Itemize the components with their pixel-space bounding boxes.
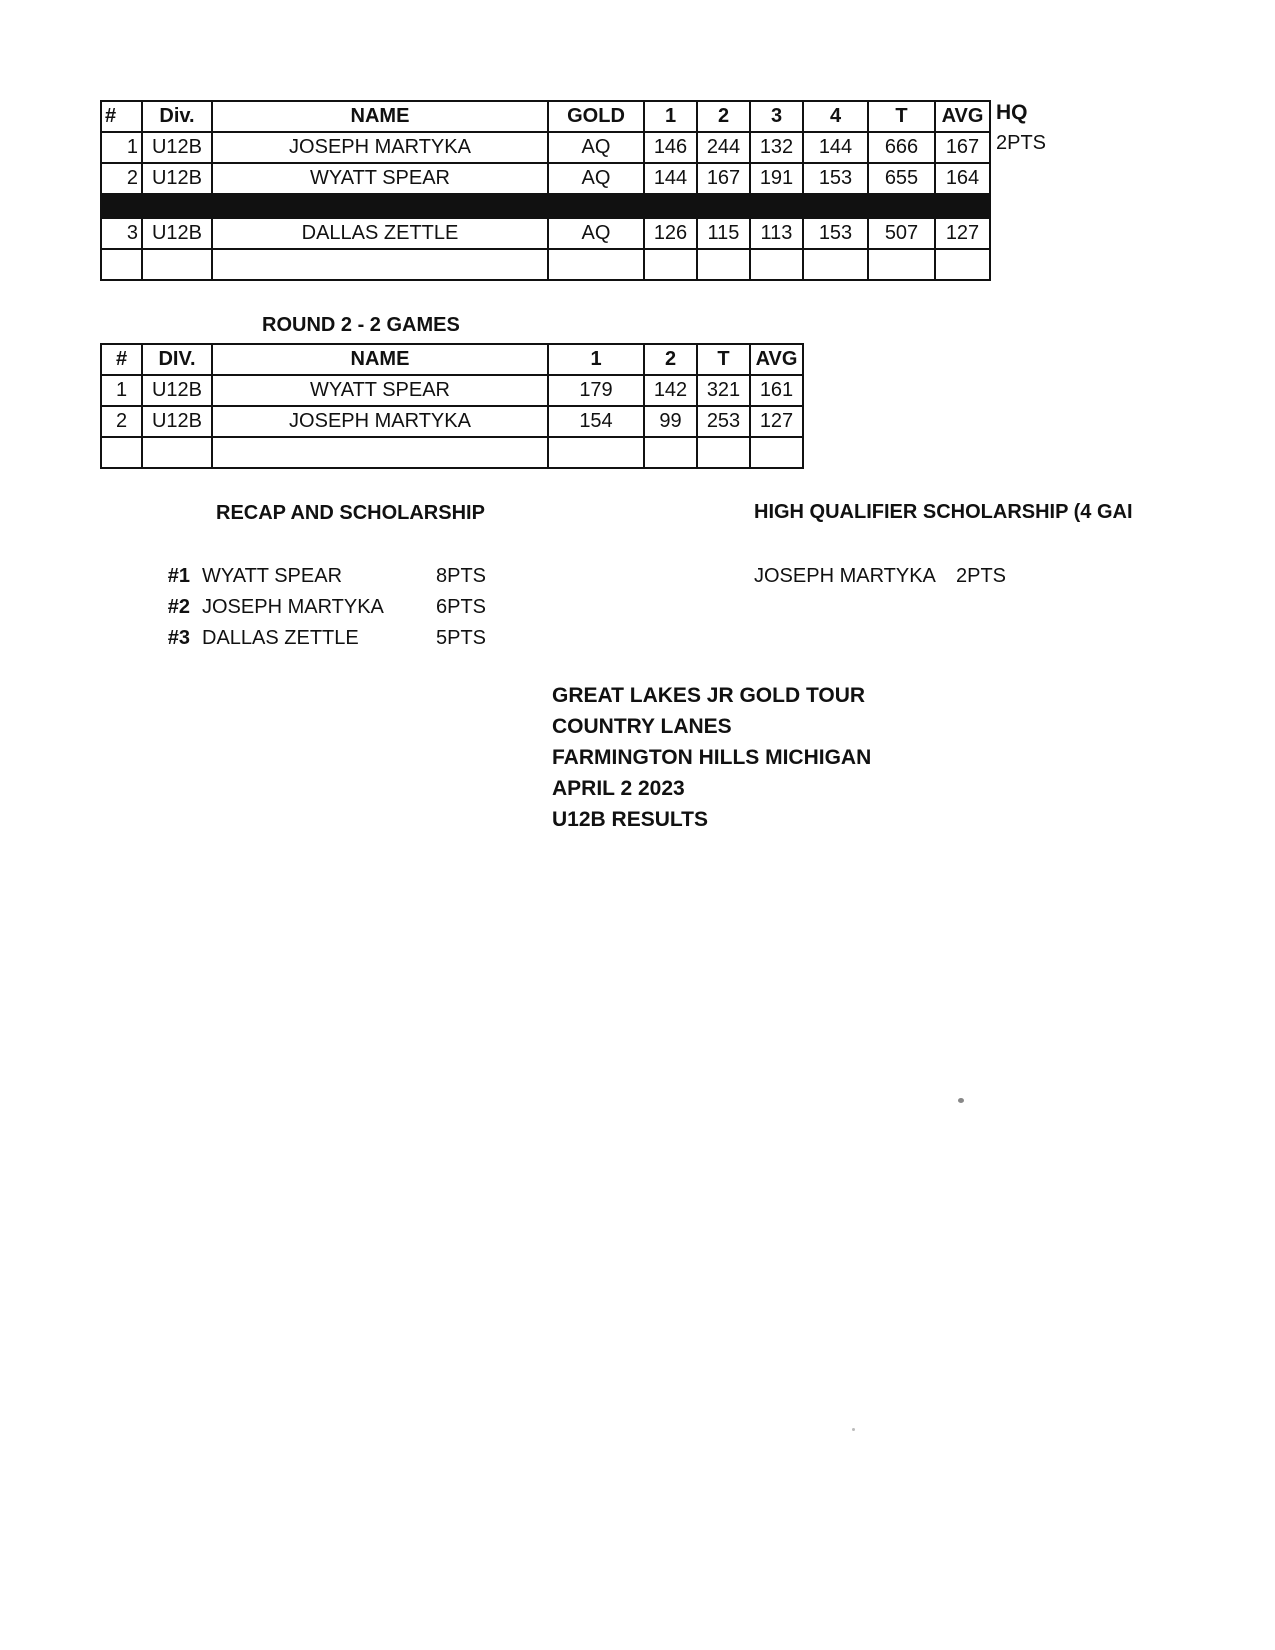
cell-gold: AQ — [548, 218, 644, 249]
header-game2: 2 — [697, 101, 750, 132]
cell-game1: 126 — [644, 218, 697, 249]
cell-total: 507 — [868, 218, 935, 249]
cell-game4: 153 — [803, 218, 868, 249]
cell-total: 321 — [697, 375, 750, 406]
recap-rank: #1 — [167, 565, 190, 587]
round2-title: ROUND 2 - 2 GAMES — [262, 314, 460, 336]
header-game1: 1 — [548, 344, 644, 375]
cell-total: 655 — [868, 163, 935, 194]
cut-line-row — [101, 194, 990, 218]
hq-points: 2PTS — [996, 132, 1047, 154]
recap-name: JOSEPH MARTYKA — [202, 596, 384, 618]
cell-div: U12B — [142, 132, 212, 163]
cell-game1: 154 — [548, 406, 644, 437]
header-game2: 2 — [644, 344, 697, 375]
cell-rank: 2 — [101, 406, 142, 437]
cell-game2: 244 — [697, 132, 750, 163]
empty-row — [101, 437, 803, 468]
cell-rank: 1 — [101, 375, 142, 406]
recap-name: WYATT SPEAR — [202, 565, 343, 587]
cell-game1: 179 — [548, 375, 644, 406]
recap-points: 6PTS — [436, 596, 487, 618]
event-venue: COUNTRY LANES — [552, 715, 732, 738]
cell-avg: 164 — [935, 163, 990, 194]
header-rank: # — [101, 101, 142, 132]
hq-scholarship-points: 2PTS — [956, 565, 1007, 587]
cell-game2: 99 — [644, 406, 697, 437]
cell-game3: 113 — [750, 218, 803, 249]
cell-rank: 2 — [101, 163, 142, 194]
table-row — [101, 218, 990, 249]
hq-scholarship-entry — [754, 565, 1007, 588]
header-total: T — [697, 344, 750, 375]
table-row — [101, 406, 803, 437]
cell-name: DALLAS ZETTLE — [212, 218, 548, 249]
header-game4: 4 — [803, 101, 868, 132]
recap-name: DALLAS ZETTLE — [202, 627, 359, 649]
round2-header-row — [101, 344, 803, 375]
cell-gold: AQ — [548, 163, 644, 194]
cell-name: JOSEPH MARTYKA — [212, 406, 548, 437]
header-name: NAME — [212, 101, 548, 132]
cell-game4: 144 — [803, 132, 868, 163]
event-results-label: U12B RESULTS — [552, 808, 708, 831]
cell-rank: 1 — [101, 132, 142, 163]
cell-avg: 127 — [750, 406, 803, 437]
recap-points: 5PTS — [436, 627, 487, 649]
recap-rank: #3 — [167, 627, 190, 649]
round2-table — [100, 343, 804, 469]
cell-game2: 142 — [644, 375, 697, 406]
cell-game1: 144 — [644, 163, 697, 194]
hq-scholarship-title: HIGH QUALIFIER SCHOLARSHIP (4 GAI — [754, 501, 1133, 523]
cell-game2: 167 — [697, 163, 750, 194]
cell-game2: 115 — [697, 218, 750, 249]
cell-name: WYATT SPEAR — [212, 375, 548, 406]
header-avg: AVG — [935, 101, 990, 132]
cell-game1: 146 — [644, 132, 697, 163]
empty-row — [101, 249, 990, 280]
header-avg: AVG — [750, 344, 803, 375]
recap-points: 8PTS — [436, 565, 487, 587]
event-date: APRIL 2 2023 — [552, 777, 685, 800]
header-div: Div. — [142, 101, 212, 132]
scan-speck — [852, 1428, 855, 1431]
cell-div: U12B — [142, 375, 212, 406]
round1-table — [100, 100, 991, 281]
cell-gold: AQ — [548, 132, 644, 163]
recap-rank: #2 — [167, 596, 190, 618]
cell-div: U12B — [142, 163, 212, 194]
cell-avg: 127 — [935, 218, 990, 249]
cell-avg: 167 — [935, 132, 990, 163]
header-rank: # — [101, 344, 142, 375]
cell-total: 253 — [697, 406, 750, 437]
hq-header: HQ — [996, 101, 1028, 124]
header-gold: GOLD — [548, 101, 644, 132]
cell-name: WYATT SPEAR — [212, 163, 548, 194]
hq-scholarship-name: JOSEPH MARTYKA — [754, 565, 936, 587]
table-row — [101, 375, 803, 406]
header-name: NAME — [212, 344, 548, 375]
header-game3: 3 — [750, 101, 803, 132]
cell-avg: 161 — [750, 375, 803, 406]
table-row — [101, 163, 990, 194]
cell-rank: 3 — [101, 218, 142, 249]
event-location: FARMINGTON HILLS MICHIGAN — [552, 746, 872, 769]
cut-line — [101, 194, 990, 218]
cell-total: 666 — [868, 132, 935, 163]
cell-game4: 153 — [803, 163, 868, 194]
cell-div: U12B — [142, 218, 212, 249]
cell-game3: 191 — [750, 163, 803, 194]
header-div: DIV. — [142, 344, 212, 375]
round1-header-row — [101, 101, 990, 132]
cell-name: JOSEPH MARTYKA — [212, 132, 548, 163]
scan-speck — [958, 1098, 964, 1103]
header-total: T — [868, 101, 935, 132]
cell-game3: 132 — [750, 132, 803, 163]
cell-div: U12B — [142, 406, 212, 437]
recap-title: RECAP AND SCHOLARSHIP — [216, 502, 485, 524]
header-game1: 1 — [644, 101, 697, 132]
table-row — [101, 132, 990, 163]
event-tour-name: GREAT LAKES JR GOLD TOUR — [552, 684, 866, 707]
hq-scholarship-title-clip — [754, 501, 1140, 529]
